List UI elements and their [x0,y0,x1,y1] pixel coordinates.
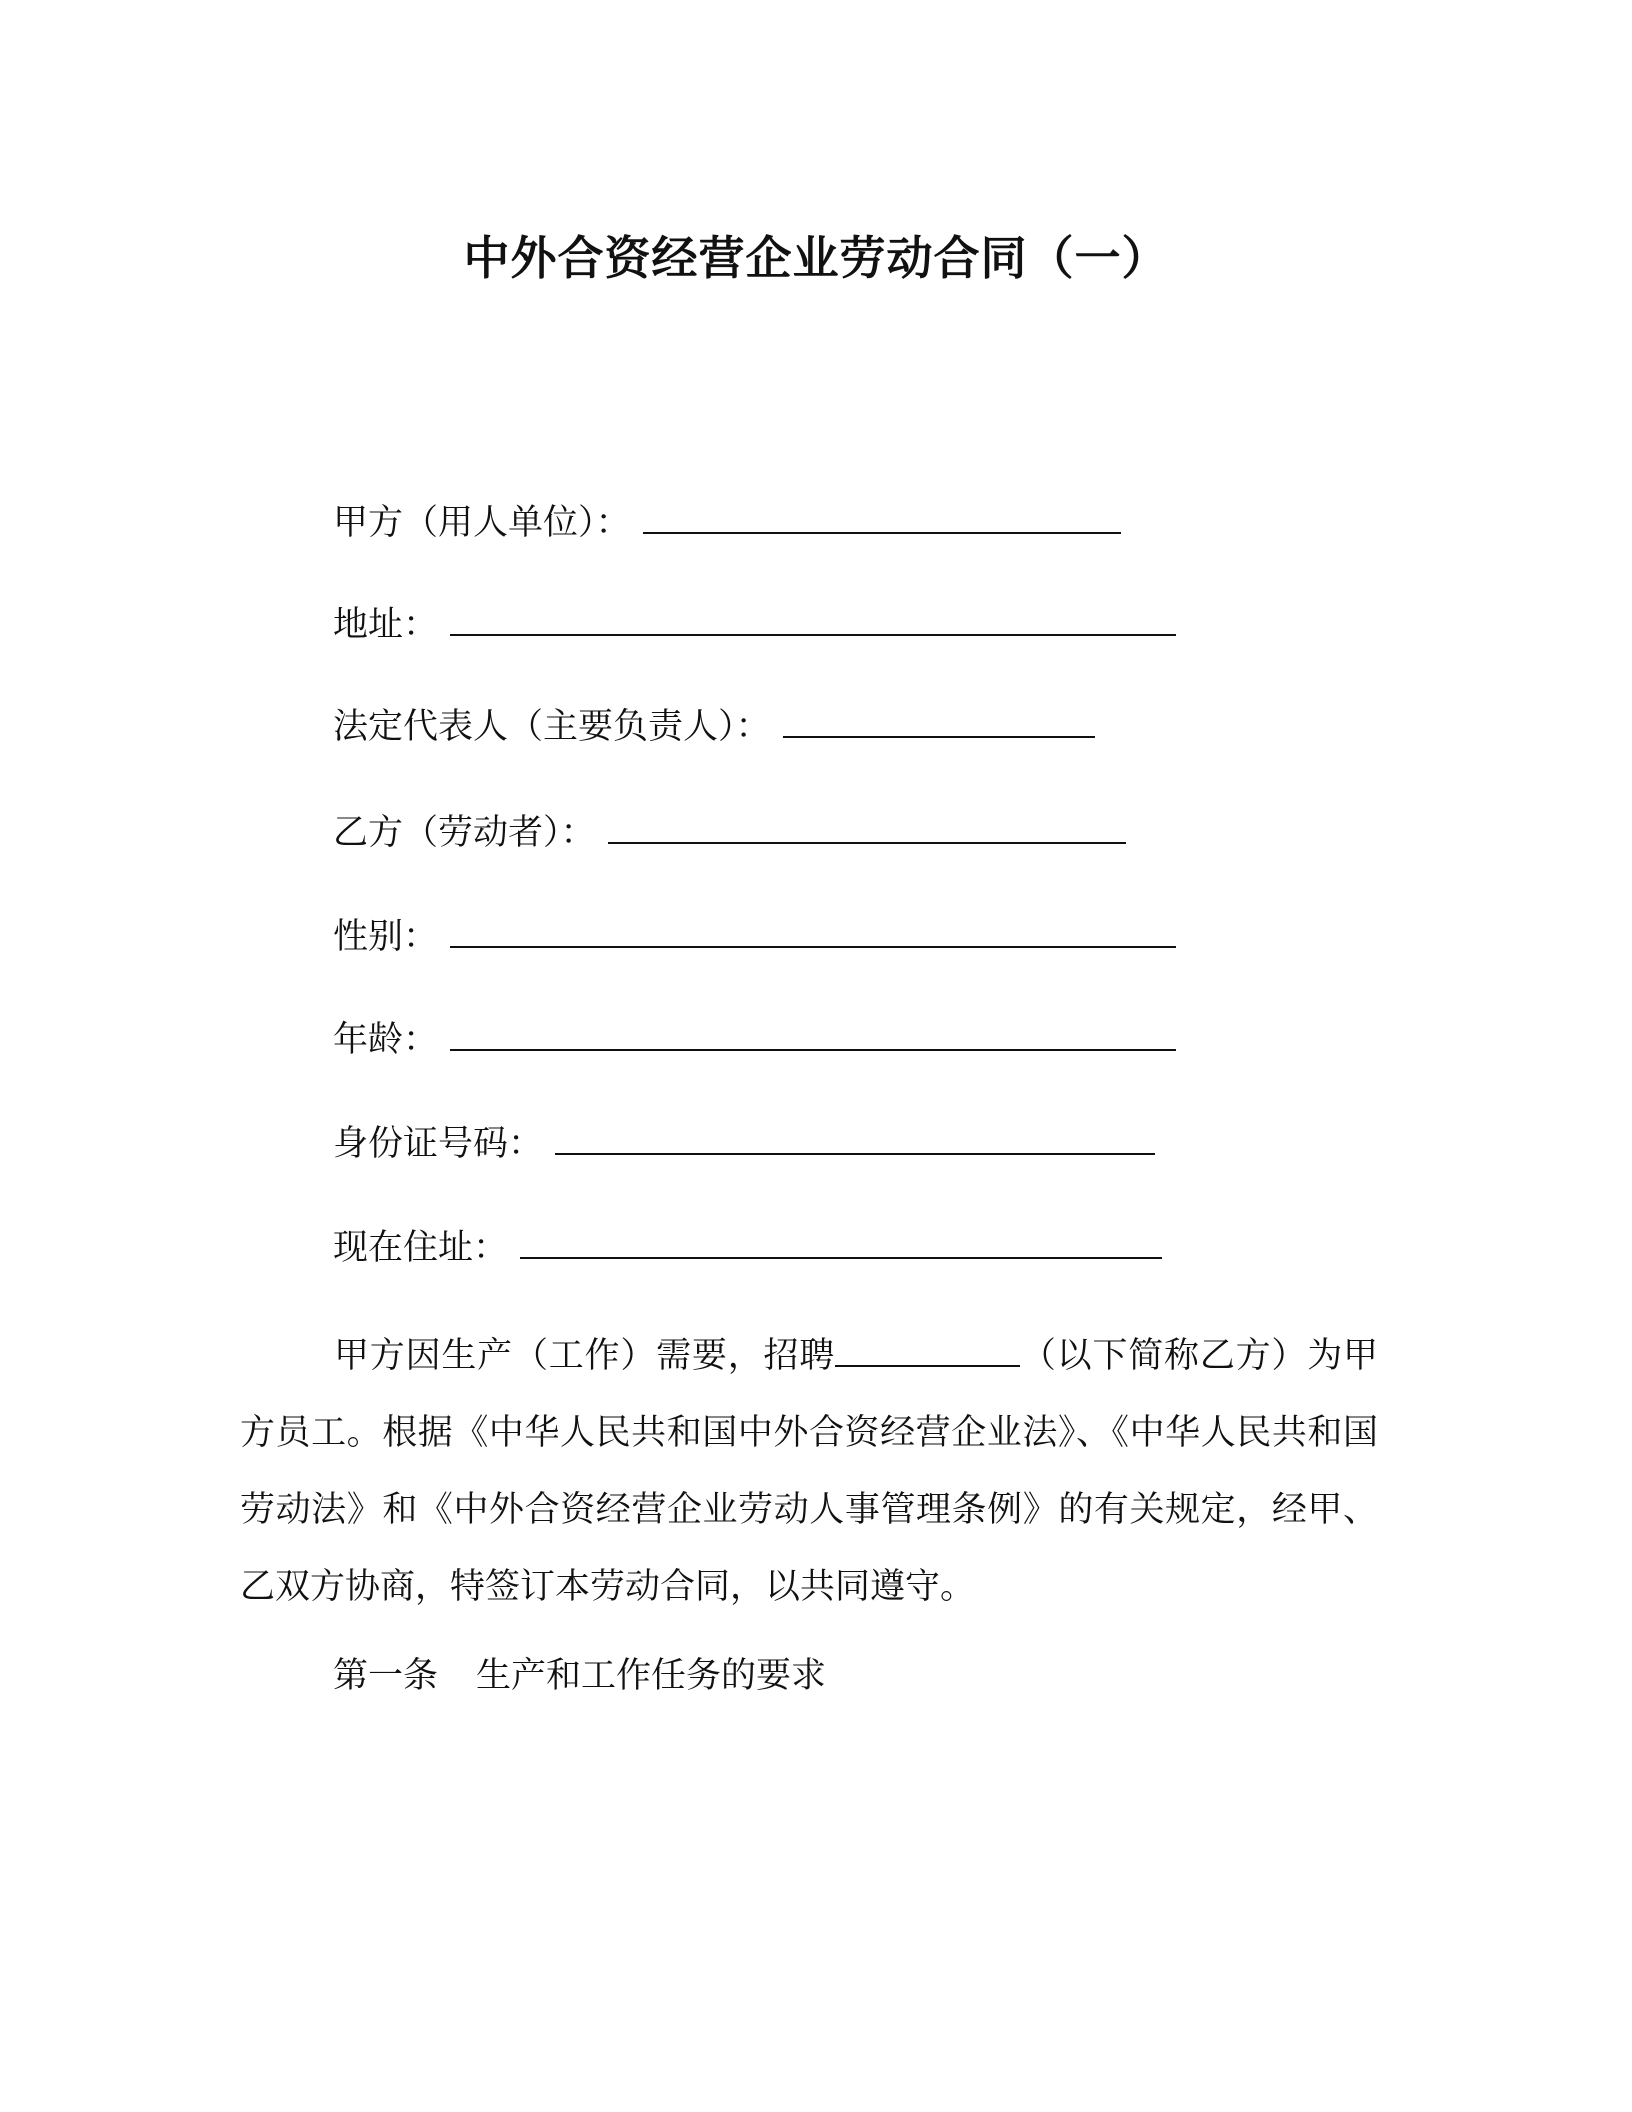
preamble-text-end: （以下简称乙方）为甲方员工。根据《中华人民共和国中外合资经营企业法》、《中华人民共和国劳动法》和《中外合资经营企业劳动人事管理条例》的有关规定，经甲、乙双方协商，特签订本劳动合同，以共同遵守。 [240,1336,1378,1607]
fill-blank[interactable] [783,706,1095,738]
preamble-text-start: 甲方因生产（工作）需要，招聘 [334,1336,836,1376]
field-gender [333,914,1176,960]
fill-blank[interactable] [555,1123,1155,1155]
article-heading [333,1653,826,1699]
field-party-b [333,810,1126,856]
fill-blank[interactable] [450,1019,1176,1051]
field-legal-representative [333,704,1095,750]
fill-blank[interactable] [608,812,1126,844]
field-current-address [333,1225,1162,1271]
fill-blank[interactable] [643,502,1121,534]
field-id-number [333,1121,1155,1167]
field-label: 身份证号码： [333,1124,544,1164]
document-title: 中外合资经营企业劳动合同（一） [463,231,1169,285]
recruit-name-blank[interactable] [835,1335,1020,1367]
field-label: 法定代表人（主要负责人）： [333,707,771,747]
field-address [333,602,1176,648]
fill-blank[interactable] [450,604,1176,636]
field-label: 甲方（用人单位）： [333,503,631,543]
fill-blank[interactable] [520,1227,1162,1259]
field-party-a [333,500,1121,546]
preamble-paragraph [240,1318,1378,1626]
article-title: 生产和工作任务的要求 [476,1656,827,1696]
article-number: 第一条 [333,1656,439,1696]
field-label: 年龄： [333,1020,439,1060]
fill-blank[interactable] [450,916,1176,948]
field-label: 乙方（劳动者）： [333,813,596,853]
field-label: 性别： [333,917,439,957]
field-age [333,1017,1176,1063]
field-label: 地址： [333,605,439,645]
field-label: 现在住址： [333,1228,509,1268]
